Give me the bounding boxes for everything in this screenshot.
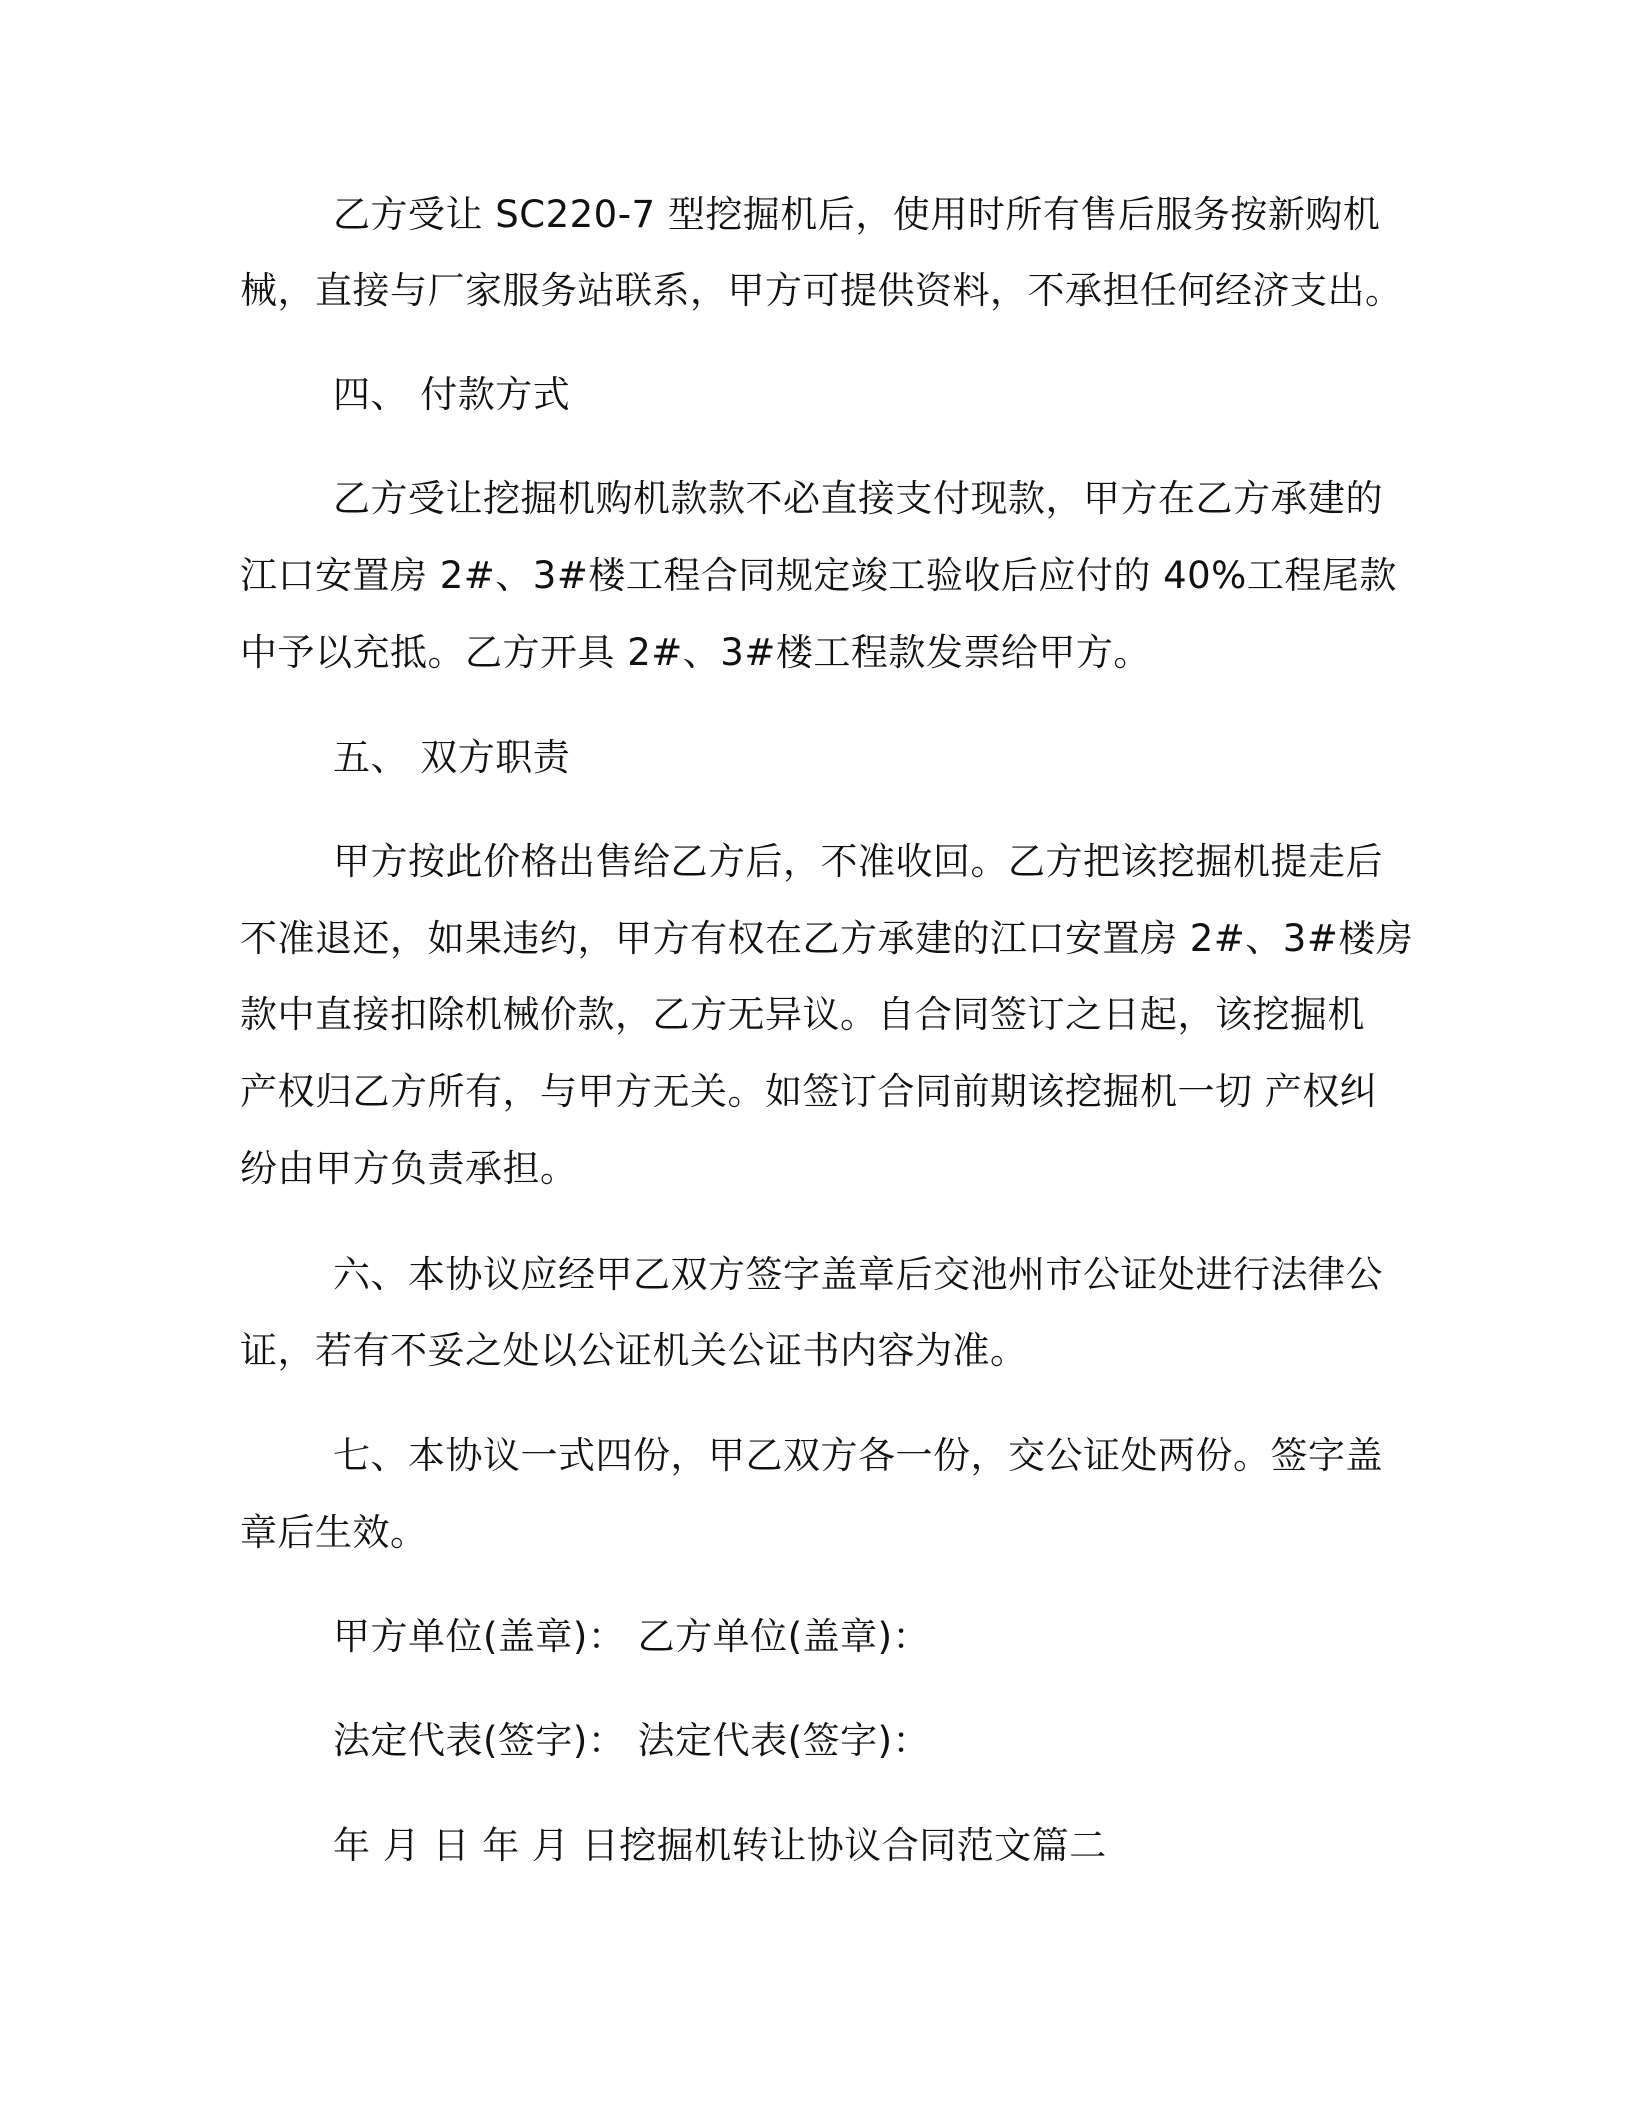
after-sale-paragraph-line-1: 乙方受让 SC220-7 型挖掘机后，使用时所有售后服务按新购机 <box>333 193 1381 236</box>
copies-paragraph-line-2: 章后生效。 <box>240 1511 428 1554</box>
payment-paragraph-line-3: 中予以充抵。乙方开具 2#、3#楼工程款发票给甲方。 <box>240 631 1151 674</box>
date-title-line: 年 月 日 年 月 日挖掘机转让协议合同范文篇二 <box>333 1824 1107 1867</box>
duties-paragraph-line-3: 款中直接扣除机械价款，乙方无异议。自合同签订之日起，该挖掘机 <box>240 993 1365 1036</box>
duties-paragraph-line-1: 甲方按此价格出售给乙方后，不准收回。乙方把该挖掘机提走后 <box>333 840 1383 883</box>
notary-paragraph-line-2: 证，若有不妥之处以公证机关公证书内容为准。 <box>240 1329 1028 1372</box>
duties-paragraph-line-5: 纷由甲方负责承担。 <box>240 1147 578 1190</box>
copies-paragraph-line-1: 七、本协议一式四份，甲乙双方各一份，交公证处两份。签字盖 <box>333 1434 1383 1477</box>
notary-paragraph-line-1: 六、本协议应经甲乙双方签字盖章后交池州市公证处进行法律公 <box>333 1253 1383 1296</box>
duties-heading: 五、 双方职责 <box>333 736 571 779</box>
signature-units-line: 甲方单位(盖章)： 乙方单位(盖章)： <box>333 1615 931 1658</box>
after-sale-paragraph-line-2: 械，直接与厂家服务站联系，甲方可提供资料，不承担任何经济支出。 <box>240 269 1403 312</box>
duties-paragraph-line-4: 产权归乙方所有，与甲方无关。如签订合同前期该挖掘机一切 产权纠 <box>240 1070 1378 1113</box>
duties-paragraph-line-2: 不准退还，如果违约，甲方有权在乙方承建的江口安置房 2#、3#楼房 <box>240 917 1414 960</box>
payment-heading: 四、 付款方式 <box>333 373 571 416</box>
payment-paragraph-line-1: 乙方受让挖掘机购机款款不必直接支付现款，甲方在乙方承建的 <box>333 477 1383 520</box>
payment-paragraph-line-2: 江口安置房 2#、3#楼工程合同规定竣工验收后应付的 40%工程尾款 <box>240 554 1397 597</box>
signature-representatives-line: 法定代表(签字)： 法定代表(签字)： <box>333 1719 931 1762</box>
